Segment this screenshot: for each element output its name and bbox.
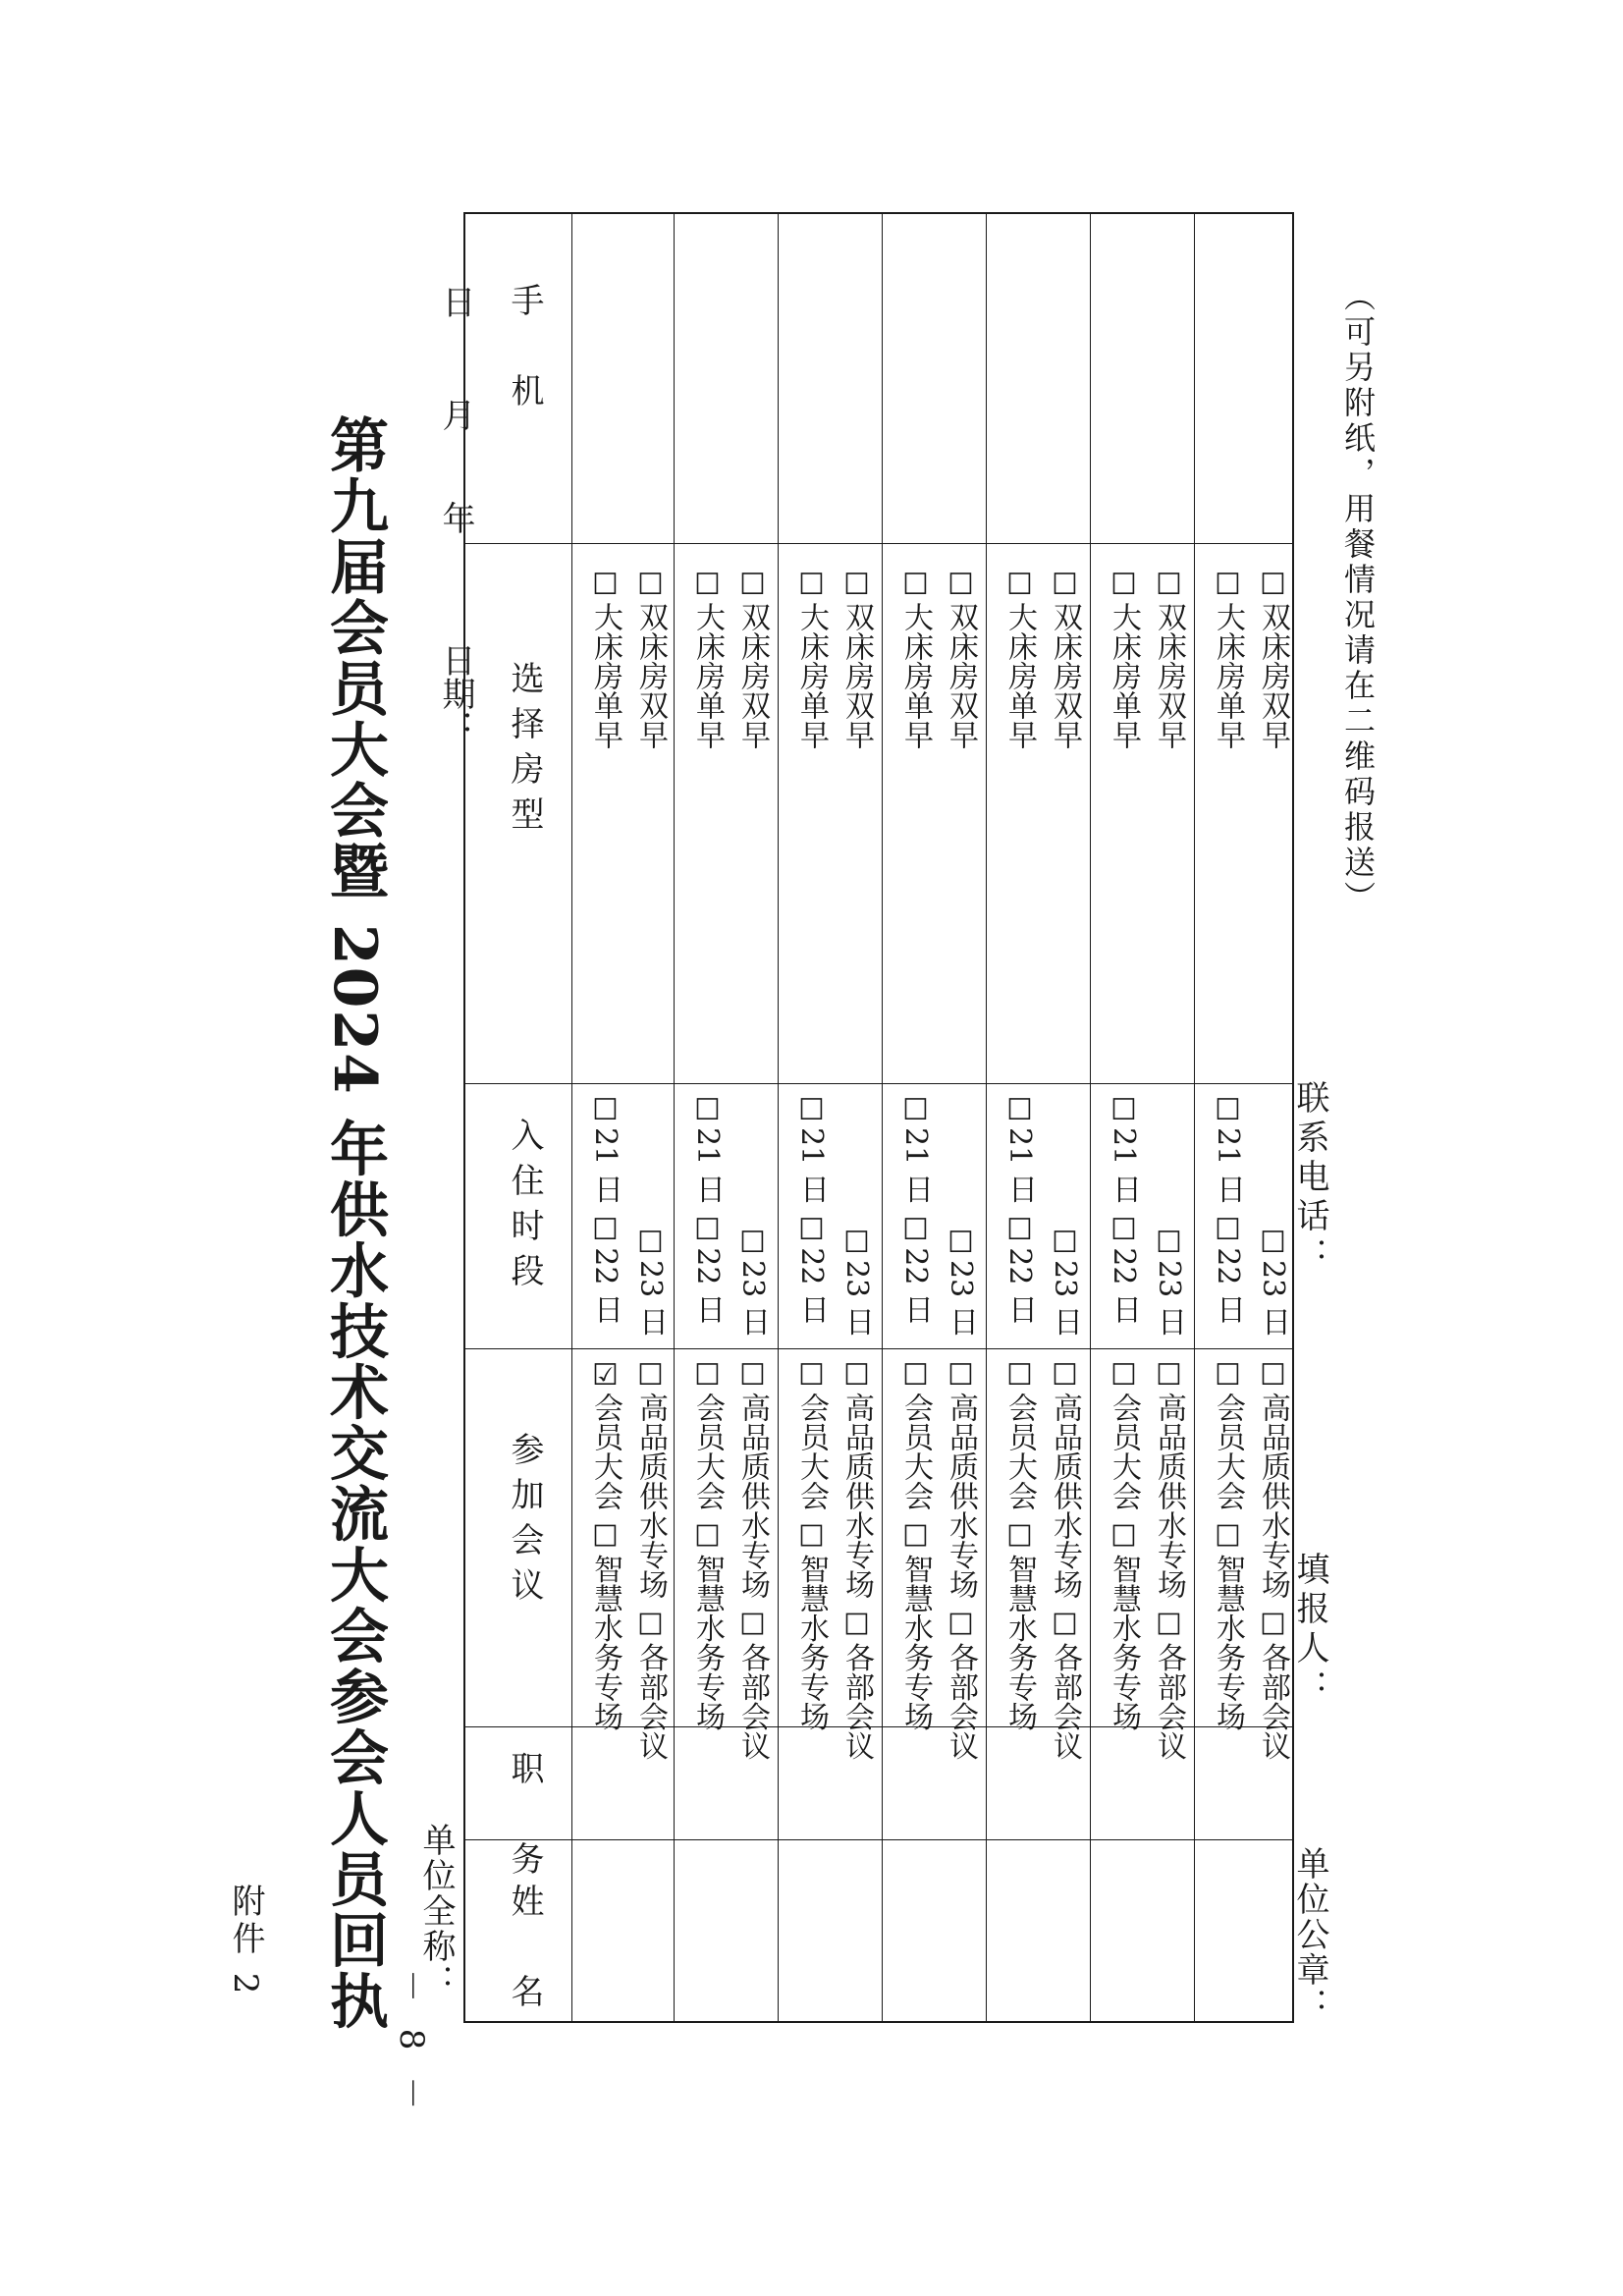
reporter-label: 填报人： bbox=[1290, 1552, 1329, 1709]
checkin-option-21-22: ☐21 日 ☐22 日 bbox=[1211, 1093, 1245, 1324]
room-option-twin: ☐双床房双早 bbox=[944, 568, 978, 749]
meeting-options-line2: ☐高品质供水专场 ☐各部会议 bbox=[633, 1358, 668, 1761]
checkin-option-21-22: ☐21 日 ☐22 日 bbox=[898, 1093, 933, 1324]
meeting-options-line1: ☐会员大会 ☐智慧水务专场 bbox=[898, 1358, 933, 1731]
reply-form-table bbox=[463, 212, 1294, 2023]
checkin-option-21-22: ☐21 日 ☐22 日 bbox=[588, 1093, 622, 1324]
checkin-option-21-22: ☐21 日 ☐22 日 bbox=[1002, 1093, 1037, 1324]
room-option-queen: ☐大床房单早 bbox=[1002, 568, 1037, 749]
checkin-option-23: ☐23 日 bbox=[1256, 1226, 1290, 1337]
room-option-queen: ☐大床房单早 bbox=[1211, 568, 1245, 749]
checkin-option-23: ☐23 日 bbox=[839, 1226, 874, 1337]
meeting-options-line1: ☐会员大会 ☐智慧水务专场 bbox=[1002, 1358, 1037, 1731]
meeting-options-line2: ☐高品质供水专场 ☐各部会议 bbox=[1152, 1358, 1186, 1761]
page-number: － 8 － bbox=[392, 1969, 431, 2118]
header-checkin: 入住时段 bbox=[505, 1118, 544, 1298]
room-option-queen: ☐大床房单早 bbox=[1107, 568, 1141, 749]
header-room: 选择房型 bbox=[505, 661, 544, 842]
room-option-twin: ☐双床房双早 bbox=[1256, 568, 1290, 749]
date-month-label: 月 bbox=[436, 398, 475, 431]
date-year-label: 年 bbox=[436, 501, 475, 534]
checkin-option-23: ☐23 日 bbox=[944, 1226, 978, 1337]
unit-full-name-label: 单位全称： bbox=[416, 1823, 456, 1999]
room-option-queen: ☐大床房单早 bbox=[588, 568, 622, 749]
room-option-twin: ☐双床房双早 bbox=[633, 568, 668, 749]
checkin-option-23: ☐23 日 bbox=[633, 1226, 668, 1337]
meeting-options-line1: ☐会员大会 ☐智慧水务专场 bbox=[1211, 1358, 1245, 1731]
room-option-queen: ☐大床房单早 bbox=[898, 568, 933, 749]
room-option-twin: ☐双床房双早 bbox=[735, 568, 770, 749]
checkin-option-23: ☐23 日 bbox=[1152, 1226, 1186, 1337]
checkin-option-21-22: ☐21 日 ☐22 日 bbox=[690, 1093, 725, 1324]
header-position: 职 务 bbox=[505, 1751, 544, 1886]
meeting-options-line2: ☐高品质供水专场 ☐各部会议 bbox=[1256, 1358, 1290, 1761]
room-option-queen: ☐大床房单早 bbox=[690, 568, 725, 749]
checkin-option-23: ☐23 日 bbox=[735, 1226, 770, 1337]
page-title: 第九届会员大会暨 2024 年供水技术交流大会参会人员回执 bbox=[320, 413, 389, 2032]
meeting-options-line2: ☐高品质供水专场 ☐各部会议 bbox=[1048, 1358, 1082, 1761]
meeting-options-line1: ☐会员大会 ☐智慧水务专场 bbox=[794, 1358, 829, 1731]
footnote: （可另附纸，用餐情况请在二维码报送） bbox=[1339, 280, 1377, 916]
header-meeting: 参加会议 bbox=[505, 1432, 544, 1613]
unit-seal-label: 单位公章： bbox=[1290, 1846, 1329, 2023]
room-option-twin: ☐双床房双早 bbox=[1152, 568, 1186, 749]
checkin-option-21-22: ☐21 日 ☐22 日 bbox=[794, 1093, 829, 1324]
meeting-options-line1: ☑会员大会 ☐智慧水务专场 bbox=[588, 1358, 622, 1731]
meeting-options-line1: ☐会员大会 ☐智慧水务专场 bbox=[1107, 1358, 1141, 1731]
meeting-options-line2: ☐高品质供水专场 ☐各部会议 bbox=[735, 1358, 770, 1761]
room-option-queen: ☐大床房单早 bbox=[794, 568, 829, 749]
header-mobile: 手 机 bbox=[505, 283, 544, 418]
header-name: 姓 名 bbox=[505, 1884, 544, 2019]
meeting-options-line2: ☐高品质供水专场 ☐各部会议 bbox=[944, 1358, 978, 1761]
date-day-label: 日 bbox=[436, 285, 475, 318]
meeting-options-line1: ☐会员大会 ☐智慧水务专场 bbox=[690, 1358, 725, 1731]
annex-label: 附件 2 bbox=[226, 1884, 265, 1998]
room-option-twin: ☐双床房双早 bbox=[1048, 568, 1082, 749]
date-label: 日期： bbox=[436, 643, 475, 743]
room-option-twin: ☐双床房双早 bbox=[839, 568, 874, 749]
checkin-option-23: ☐23 日 bbox=[1048, 1226, 1082, 1337]
meeting-options-line2: ☐高品质供水专场 ☐各部会议 bbox=[839, 1358, 874, 1761]
checkin-option-21-22: ☐21 日 ☐22 日 bbox=[1107, 1093, 1141, 1324]
contact-phone-label: 联系电话： bbox=[1290, 1080, 1329, 1277]
